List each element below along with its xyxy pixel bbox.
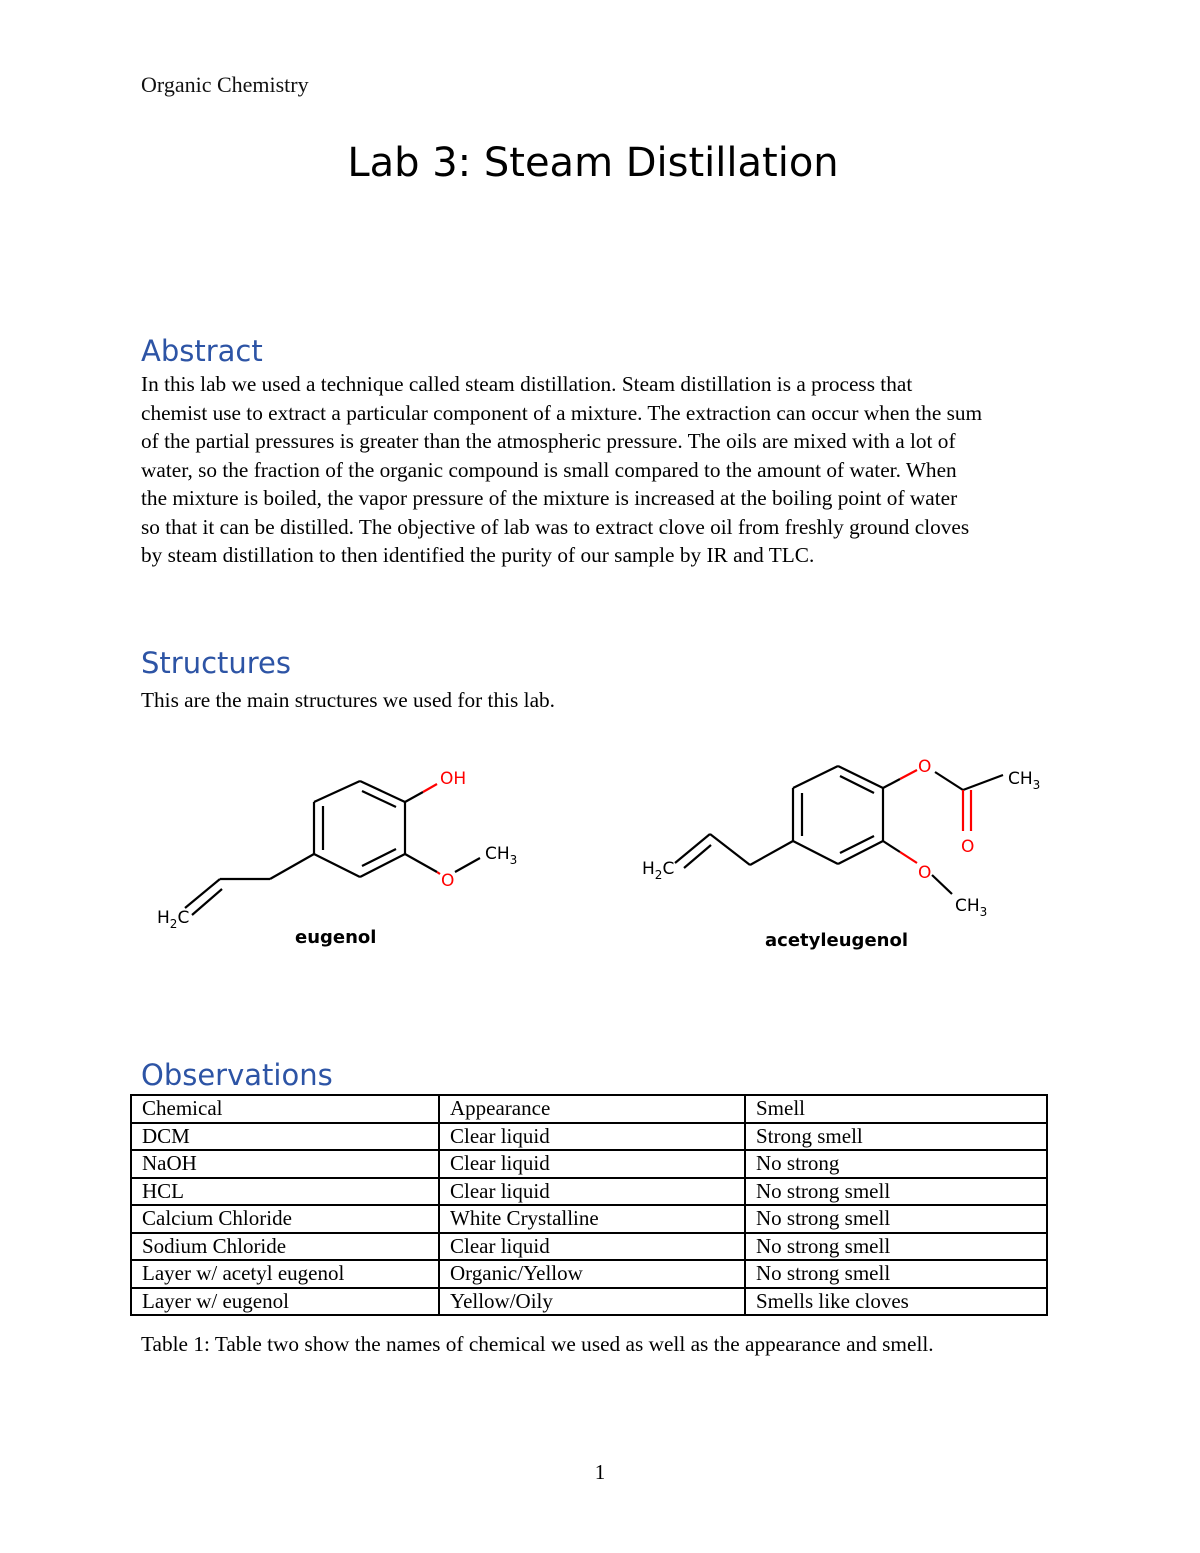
table-cell: Sodium Chloride [131,1233,439,1261]
running-header: Organic Chemistry [141,72,309,97]
observations-heading: Observations [141,1058,333,1092]
abstract-heading: Abstract [141,334,263,368]
table-caption: Table 1: Table two show the names of chemical we used as well as the appearance and smell. [141,1332,934,1356]
table-cell: No strong [745,1150,1047,1178]
acetyl-ch3-top-label: $CH_3$ [1008,769,1041,792]
structures-paragraph: This are the main structures we used for this lab. [141,688,555,712]
structures-heading: Structures [141,646,292,680]
acetyl-ester-o-label: O [918,757,932,777]
table-row [131,1233,1047,1261]
table-cell: Layer w/ acetyl eugenol [131,1260,439,1288]
table-cell: Yellow/Oily [439,1288,745,1316]
table-row [131,1260,1047,1288]
table-cell: Clear liquid [439,1233,745,1261]
table-cell: Chemical [131,1095,439,1123]
table-cell: Clear liquid [439,1178,745,1206]
eugenol-o-label: O [441,871,455,891]
table-cell: HCL [131,1178,439,1206]
table-cell: NaOH [131,1150,439,1178]
acetyleugenol-bonds [675,766,1003,894]
abstract-paragraph: In this lab we used a technique called steam distillation. Steam distillation is a process that chemist use to extract a particular component of a mixture. The extraction can occur when the sum of the partial pressures is greater than the atmospheric pressure. The oils are mixed with a lot of water, so the fraction of the organic compound is small compared to the amount of water. When the mixture is boiled, the vapor pressure of the mixture is increased at the boiling point of water so that it can be distilled. The objective of lab was to extract clove oil from freshly ground cloves by steam distillation to then identified the purity of our sample by IR and TLC. [141,372,983,567]
table-cell: Appearance [439,1095,745,1123]
table-cell: White Crystalline [439,1205,745,1233]
acetyl-ch3-bottom-label: $CH_3$ [955,896,988,919]
acetyl-methoxy-o-label: O [918,863,932,883]
eugenol-oh-label: OH [440,769,467,789]
table-header-row [131,1095,1047,1123]
table-row [131,1288,1047,1316]
eugenol-bonds [185,781,480,915]
table-cell: Strong smell [745,1123,1047,1151]
table-cell: Clear liquid [439,1123,745,1151]
acetyl-h2c-label: $H_2C$ [642,859,675,882]
eugenol-name-label: eugenol [295,927,377,948]
table-cell: Smells like cloves [745,1288,1047,1316]
table-cell: Organic/Yellow [439,1260,745,1288]
table-cell: Calcium Chloride [131,1205,439,1233]
table-cell: DCM [131,1123,439,1151]
table-cell: No strong smell [745,1260,1047,1288]
table-row [131,1205,1047,1233]
table-cell: Clear liquid [439,1150,745,1178]
table-row [131,1178,1047,1206]
page-number: 1 [594,1460,606,1484]
table-cell: Smell [745,1095,1047,1123]
eugenol-h2c-label: $H_2C$ [157,908,190,931]
eugenol-structure [140,755,540,955]
table-cell: No strong smell [745,1205,1047,1233]
table-cell: No strong smell [745,1233,1047,1261]
table-cell: Layer w/ eugenol [131,1288,439,1316]
observations-table [130,1094,1048,1316]
acetyleugenol-name-label: acetyleugenol [765,930,908,951]
table-row [131,1123,1047,1151]
page-title: Lab 3: Steam Distillation [347,140,839,186]
eugenol-ch3-label: $CH_3$ [485,844,518,867]
table-row [131,1150,1047,1178]
table-cell: No strong smell [745,1178,1047,1206]
acetyleugenol-structure [630,748,1080,958]
acetyl-carbonyl-o-label: O [961,837,975,857]
